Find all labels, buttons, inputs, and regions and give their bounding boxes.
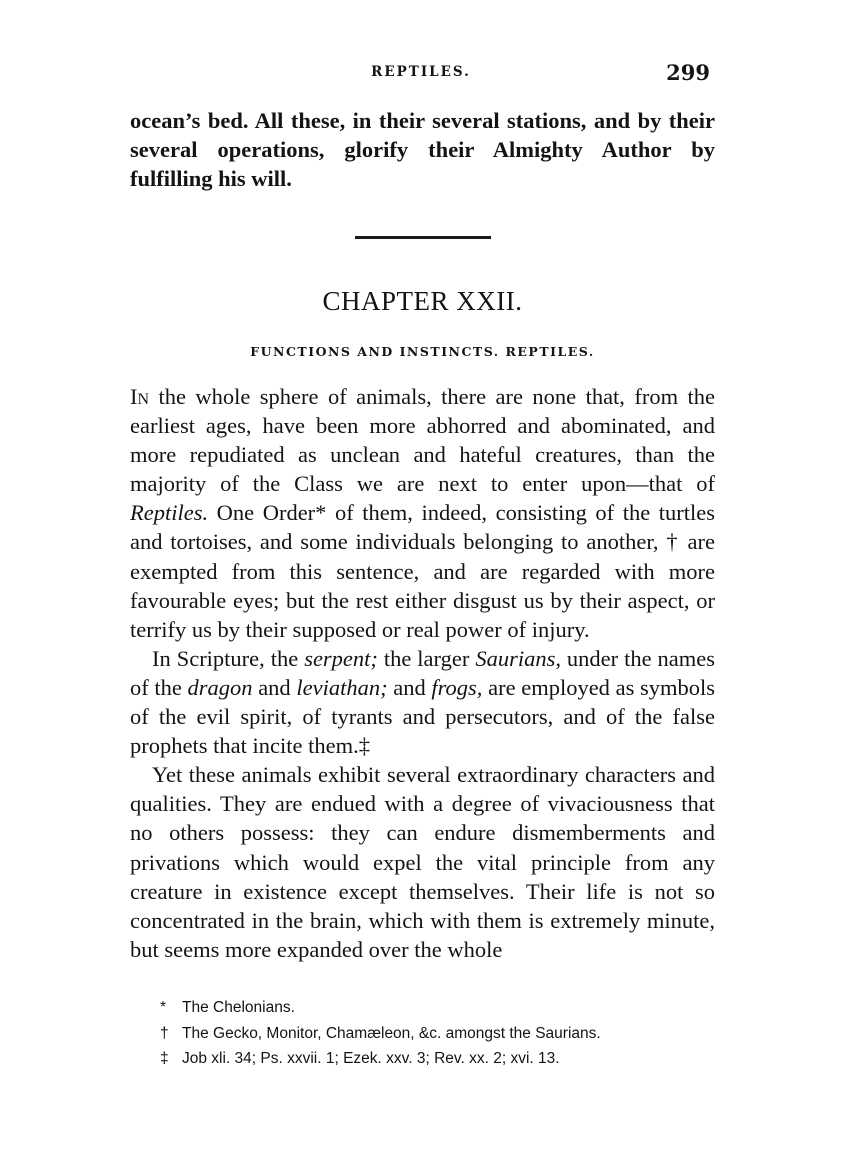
footnote-2 (160, 1021, 700, 1047)
drop-word: In (130, 384, 150, 409)
footnote-1 (160, 995, 700, 1021)
paragraph-1 (130, 382, 715, 644)
paragraph-1-italic-reptiles: Reptiles. (130, 500, 209, 526)
chapter-body (130, 382, 715, 964)
chapter-heading: CHAPTER XXII. (322, 286, 523, 316)
paragraph-2-text-d: and (252, 674, 297, 700)
paragraph-2-italic-dragon: dragon (187, 674, 253, 700)
chapter-subheading: FUNCTIONS AND INSTINCTS. REPTILES. (250, 344, 595, 359)
running-head (130, 60, 712, 88)
paragraph-2-text-f: are employed as symbols of the evil spirit, of tyrants and persecutors, and of the false prophets that incite them.‡ (130, 674, 715, 759)
page-number: 299 (666, 60, 710, 85)
section-divider-rule (355, 236, 491, 239)
paragraph-2-italic-serpent: serpent; (304, 645, 378, 671)
footnote-mark: ‡ (160, 1050, 169, 1067)
paragraph-2-italic-frogs: frogs, (431, 674, 483, 700)
footnote-3 (160, 1046, 700, 1072)
paragraph-2-text-c: under the names of the (130, 645, 715, 700)
footnote-mark: † (160, 1024, 169, 1042)
paragraph-2-text-e: and (387, 674, 432, 700)
footnote-mark: * (160, 999, 167, 1016)
running-title: REPTILES. (371, 64, 471, 80)
paragraph-2-italic-saurians: Saurians, (475, 645, 561, 671)
footnote-text: The Gecko, Monitor, Chamæleon, &c. amongst the Saurians. (182, 1024, 601, 1042)
paragraph-2 (130, 644, 715, 760)
paragraph-3: Yet these animals exhibit several extraordinary characters and qualities. They are endued with a degree of vivaciousness that no others possess: they can endure dismemberments and privations which would expel the vital principle from any creature in existence except themselves. Their life is not so concentrated in the brain, which with them is extremely minute, but seems more expanded over the whole (130, 762, 715, 962)
footnotes (160, 995, 700, 1072)
carry-over-paragraph: ocean’s bed. All these, in their several stations, and by their several operations, glorify their Almighty Author by fulfilling his will. (130, 108, 715, 192)
footnote-text: Job xli. 34; Ps. xxvii. 1; Ezek. xxv. 3; Rev. xx. 2; xvi. 13. (182, 1050, 560, 1067)
paragraph-1-text-a: the whole sphere of animals, there are none that, from the earliest ages, have been more abhorred and abominated, and more repudiated as unclean and hateful creatures, than the majority of the Class we are next to enter upon—that of (130, 384, 715, 497)
paragraph-2-text-b: the larger (377, 645, 476, 671)
paragraph-2-text-a: In Scripture, the (152, 645, 305, 671)
footnote-text: The Chelonians. (182, 999, 295, 1016)
paragraph-1-text-b: One Order* of them, indeed, consisting of the turtles and tortoises, and some individuals belonging to another, † are exempted from this sentence, and are regarded with more favourable eyes; but the rest either disgust us by their aspect, or terrify us by their supposed or real power of injury. (130, 500, 715, 642)
paragraph-2-italic-leviathan: leviathan; (296, 674, 388, 700)
